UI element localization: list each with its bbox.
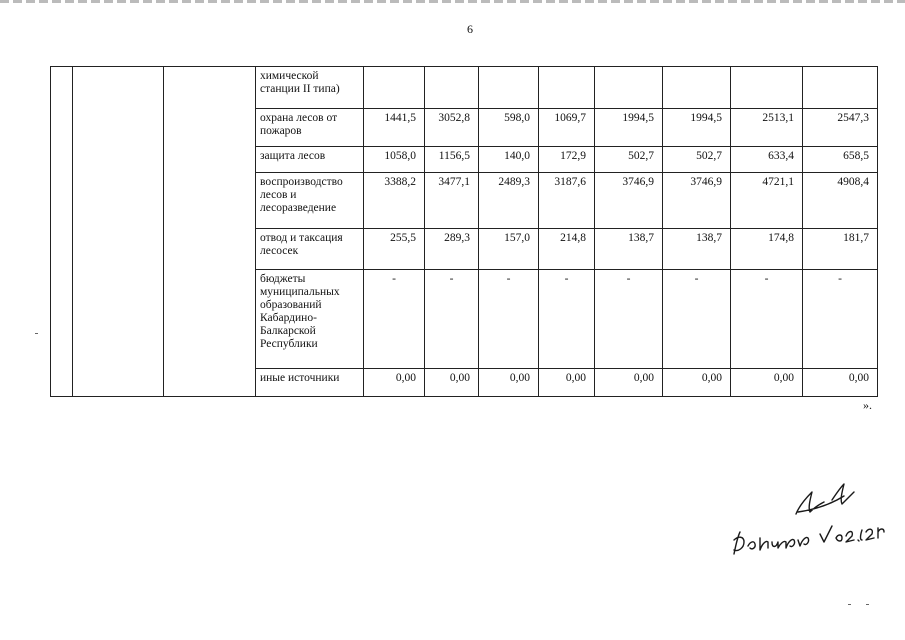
closing-quote-mark: ». bbox=[863, 398, 872, 412]
table-cell: 3388,2 bbox=[364, 173, 425, 229]
row-label: иные источники bbox=[256, 369, 364, 397]
table-cell: 598,0 bbox=[479, 109, 539, 147]
row-label: охрана лесов от пожаров bbox=[256, 109, 364, 147]
table-cell: 1994,5 bbox=[663, 109, 731, 147]
table-cell: 0,00 bbox=[539, 369, 595, 397]
table-cell: 0,00 bbox=[731, 369, 803, 397]
table-cell: 0,00 bbox=[479, 369, 539, 397]
table-cell: 172,9 bbox=[539, 147, 595, 173]
handwritten-signature bbox=[728, 478, 888, 568]
table-cell: - bbox=[479, 270, 539, 369]
table-cell: - bbox=[539, 270, 595, 369]
table-cell: - bbox=[595, 270, 663, 369]
table-cell: 3746,9 bbox=[663, 173, 731, 229]
budget-table bbox=[50, 66, 878, 397]
table-cell bbox=[595, 67, 663, 109]
col-number-cell bbox=[51, 67, 73, 397]
table-cell: 138,7 bbox=[595, 229, 663, 270]
table-cell: 181,7 bbox=[803, 229, 878, 270]
table-cell: 255,5 bbox=[364, 229, 425, 270]
table-cell: 658,5 bbox=[803, 147, 878, 173]
table-cell: 3477,1 bbox=[425, 173, 479, 229]
table-cell: 157,0 bbox=[479, 229, 539, 270]
table-cell: 214,8 bbox=[539, 229, 595, 270]
table-cell: 3187,6 bbox=[539, 173, 595, 229]
row-label: отвод и таксация лесосек bbox=[256, 229, 364, 270]
table-cell: 174,8 bbox=[731, 229, 803, 270]
table-cell: 0,00 bbox=[595, 369, 663, 397]
row-label: воспроизводство лесов и лесоразведение bbox=[256, 173, 364, 229]
table-cell: 1441,5 bbox=[364, 109, 425, 147]
table-cell: 2489,3 bbox=[479, 173, 539, 229]
table-row bbox=[51, 67, 878, 109]
table-cell: 1994,5 bbox=[595, 109, 663, 147]
table-cell: 1156,5 bbox=[425, 147, 479, 173]
table-cell: 2547,3 bbox=[803, 109, 878, 147]
col-program-cell bbox=[73, 67, 164, 397]
table-cell: 140,0 bbox=[479, 147, 539, 173]
table-cell bbox=[479, 67, 539, 109]
table-cell: 1069,7 bbox=[539, 109, 595, 147]
table-cell: 502,7 bbox=[595, 147, 663, 173]
table-cell: 2513,1 bbox=[731, 109, 803, 147]
table-cell: 633,4 bbox=[731, 147, 803, 173]
scan-top-rule bbox=[0, 0, 905, 3]
table-cell: 0,00 bbox=[425, 369, 479, 397]
table-cell: 0,00 bbox=[803, 369, 878, 397]
table-cell bbox=[539, 67, 595, 109]
table-cell: 138,7 bbox=[663, 229, 731, 270]
table-cell: - bbox=[425, 270, 479, 369]
table-cell: 4721,1 bbox=[731, 173, 803, 229]
table-cell: - bbox=[803, 270, 878, 369]
table-cell: - bbox=[364, 270, 425, 369]
table-cell bbox=[663, 67, 731, 109]
table-cell bbox=[731, 67, 803, 109]
table-cell: 4908,4 bbox=[803, 173, 878, 229]
table-cell bbox=[364, 67, 425, 109]
scan-artifact bbox=[848, 604, 851, 605]
table-cell: 1058,0 bbox=[364, 147, 425, 173]
table-cell bbox=[803, 67, 878, 109]
table-cell: - bbox=[663, 270, 731, 369]
row-label: химической станции II типа) bbox=[256, 67, 364, 109]
scan-artifact bbox=[866, 604, 869, 605]
table-cell: 3052,8 bbox=[425, 109, 479, 147]
scan-artifact bbox=[35, 333, 38, 334]
table-cell: - bbox=[731, 270, 803, 369]
table-cell: 3746,9 bbox=[595, 173, 663, 229]
col-executor-cell bbox=[164, 67, 256, 397]
page-number: 6 bbox=[467, 22, 473, 36]
row-label: защита лесов bbox=[256, 147, 364, 173]
table-cell: 289,3 bbox=[425, 229, 479, 270]
table-cell: 0,00 bbox=[364, 369, 425, 397]
table-cell: 502,7 bbox=[663, 147, 731, 173]
table-cell: 0,00 bbox=[663, 369, 731, 397]
table-cell bbox=[425, 67, 479, 109]
row-label: бюджеты муниципальных образований Кабардино-Балкарской Республики bbox=[256, 270, 364, 369]
